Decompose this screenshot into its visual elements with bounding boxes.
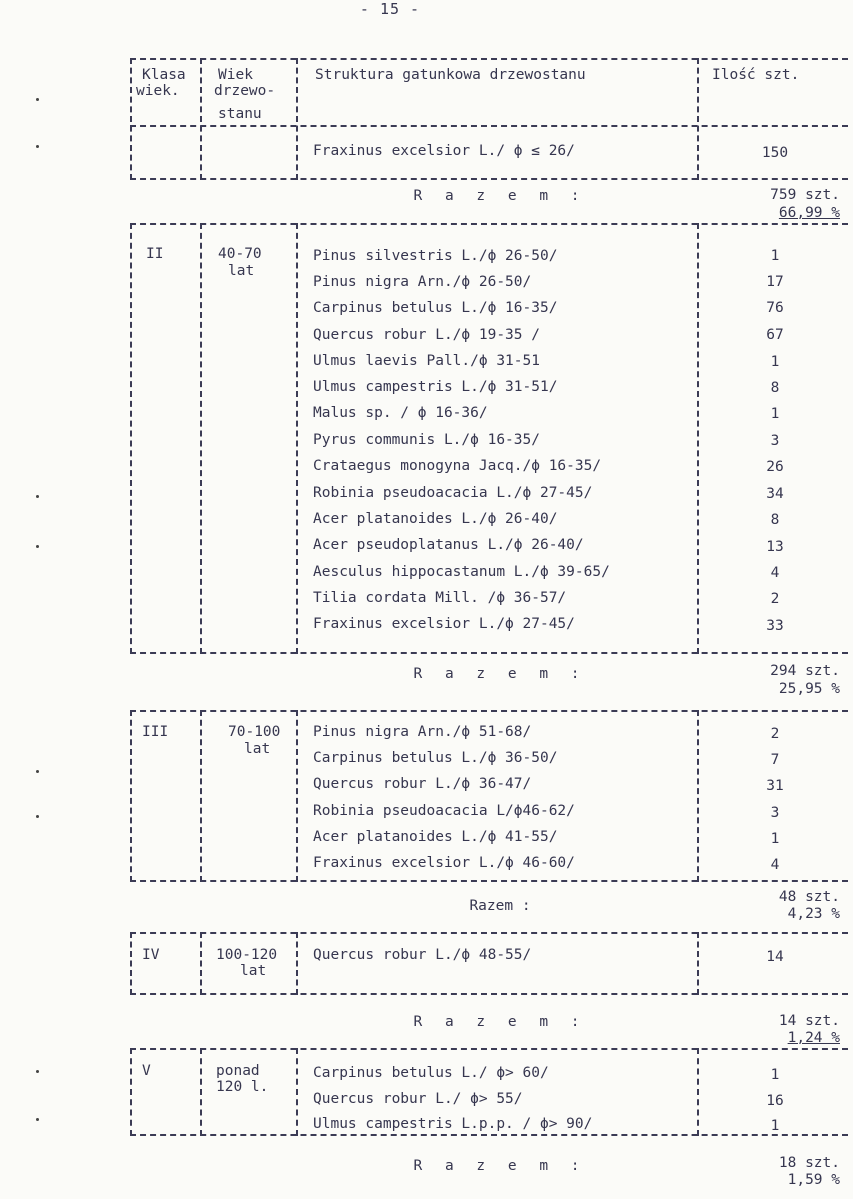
rule — [200, 710, 202, 882]
rule — [130, 880, 848, 882]
count-cell: 7 — [770, 752, 780, 768]
header-class-2: wiek. — [136, 83, 180, 99]
margin-dot — [36, 495, 39, 498]
count-cell: 67 — [766, 327, 784, 343]
count-cell: 8 — [770, 512, 780, 528]
rule — [130, 1048, 132, 1136]
sum-label: R a z e m : — [413, 1014, 587, 1030]
page-number: - 15 - — [359, 0, 421, 18]
species-row: Acer platanoides L./ϕ 41-55/ — [313, 829, 558, 845]
count-cell: 3 — [770, 805, 780, 821]
rule — [130, 58, 132, 180]
rule — [130, 178, 848, 180]
header-species: Struktura gatunkowa drzewostanu — [315, 67, 586, 83]
count-cell: 1 — [770, 406, 780, 422]
species-row: Ulmus laevis Pall./ϕ 31-51 — [313, 353, 540, 369]
header-class-1: Klasa — [142, 67, 186, 83]
age-unit: lat — [240, 963, 267, 979]
count-cell: 2 — [770, 726, 780, 742]
header-count: Ilość szt. — [712, 67, 800, 83]
rule — [130, 932, 132, 995]
rule — [296, 1048, 298, 1136]
species-row: Aesculus hippocastanum L./ϕ 39-65/ — [313, 564, 610, 580]
count-cell: 8 — [770, 380, 780, 396]
age-unit: lat — [228, 263, 255, 279]
rule — [130, 652, 848, 654]
sum-label: Razem : — [469, 898, 531, 914]
class-label: III — [142, 724, 169, 740]
sum-label: R a z e m : — [413, 666, 587, 682]
rule — [697, 58, 699, 180]
species-row: Quercus robur L./ ϕ> 55/ — [313, 1091, 523, 1107]
margin-dot — [36, 770, 39, 773]
count-cell: 13 — [766, 539, 784, 555]
species-row: Malus sp. / ϕ 16-36/ — [313, 405, 488, 421]
count-cell: 1 — [770, 1118, 780, 1134]
age-unit: lat — [244, 741, 271, 757]
class-label: II — [146, 246, 164, 262]
total-count: 14 szt. — [778, 1013, 840, 1029]
species-row: Pinus nigra Arn./ϕ 51-68/ — [313, 724, 532, 740]
count-cell: 1 — [770, 831, 780, 847]
species-row: Carpinus betulus L./ϕ 36-50/ — [313, 750, 558, 766]
species-row: Robinia pseudoacacia L./ϕ 27-45/ — [313, 485, 593, 501]
rule — [200, 223, 202, 654]
age-label: ponad — [216, 1063, 260, 1079]
rule — [130, 710, 848, 712]
total-percent: 25,95 % — [778, 681, 840, 697]
rule — [200, 58, 202, 180]
species-row: Quercus robur L./ϕ 19-35 / — [313, 327, 540, 343]
count-cell: 4 — [770, 565, 780, 581]
rule — [200, 1048, 202, 1136]
species-row: Acer pseudoplatanus L./ϕ 26-40/ — [313, 537, 584, 553]
species-row: Crataegus monogyna Jacq./ϕ 16-35/ — [313, 458, 602, 474]
count-cell: 1 — [770, 354, 780, 370]
total-percent: 1,24 % — [787, 1030, 840, 1046]
species-row: Quercus robur L./ϕ 48-55/ — [313, 947, 532, 963]
margin-dot — [36, 815, 39, 818]
rule — [200, 932, 202, 995]
rule — [130, 993, 848, 995]
total-percent: 66,99 % — [778, 205, 840, 221]
top-row-species: Fraxinus excelsior L./ ϕ ≤ 26/ — [313, 143, 575, 159]
class-label: V — [142, 1063, 151, 1079]
rule — [697, 932, 699, 995]
rule — [296, 58, 298, 180]
count-cell: 14 — [766, 949, 784, 965]
margin-dot — [36, 98, 39, 101]
count-cell: 34 — [766, 486, 784, 502]
species-row: Robinia pseudoacacia L/ϕ46-62/ — [313, 803, 575, 819]
rule — [130, 710, 132, 882]
rule — [130, 125, 848, 127]
count-cell: 31 — [766, 778, 784, 794]
species-row: Ulmus campestris L.p.p. / ϕ> 90/ — [313, 1116, 593, 1132]
count-cell: 17 — [766, 274, 784, 290]
species-row: Pinus nigra Arn./ϕ 26-50/ — [313, 274, 532, 290]
top-row-count: 150 — [761, 145, 789, 161]
rule — [130, 223, 848, 225]
rule — [296, 932, 298, 995]
count-cell: 26 — [766, 459, 784, 475]
species-row: Carpinus betulus L./ ϕ> 60/ — [313, 1065, 549, 1081]
total-count: 294 szt. — [770, 663, 840, 679]
rule — [697, 1048, 699, 1136]
header-age-1: Wiek — [218, 67, 253, 83]
count-cell: 3 — [770, 433, 780, 449]
sum-label: R a z e m : — [413, 1158, 587, 1174]
age-unit: 120 l. — [216, 1079, 269, 1095]
count-cell: 1 — [770, 248, 780, 264]
header-age-2: drzewo- — [214, 83, 276, 99]
total-percent: 4,23 % — [787, 906, 840, 922]
margin-dot — [36, 545, 39, 548]
species-row: Ulmus campestris L./ϕ 31-51/ — [313, 379, 558, 395]
species-row: Fraxinus excelsior L./ϕ 46-60/ — [313, 855, 575, 871]
count-cell: 2 — [770, 591, 780, 607]
species-row: Fraxinus excelsior L./ϕ 27-45/ — [313, 616, 575, 632]
age-label: 100-120 — [216, 947, 278, 963]
count-cell: 1 — [770, 1067, 780, 1083]
species-row: Carpinus betulus L./ϕ 16-35/ — [313, 300, 558, 316]
rule — [130, 58, 848, 60]
total-count: 759 szt. — [770, 187, 840, 203]
species-row: Pyrus communis L./ϕ 16-35/ — [313, 432, 540, 448]
rule — [697, 710, 699, 882]
sum-label: R a z e m : — [413, 188, 587, 204]
rule — [130, 1134, 848, 1136]
margin-dot — [36, 1070, 39, 1073]
rule — [130, 223, 132, 654]
age-label: 40-70 — [218, 246, 262, 262]
rule — [296, 223, 298, 654]
total-count: 18 szt. — [778, 1155, 840, 1171]
age-label: 70-100 — [228, 724, 281, 740]
count-cell: 4 — [770, 857, 780, 873]
header-age-3: stanu — [218, 106, 262, 122]
species-row: Tilia cordata Mill. /ϕ 36-57/ — [313, 590, 567, 606]
total-percent: 1,59 % — [787, 1172, 840, 1188]
margin-dot — [36, 145, 39, 148]
count-cell: 16 — [766, 1093, 784, 1109]
margin-dot — [36, 1118, 39, 1121]
total-count: 48 szt. — [778, 889, 840, 905]
rule — [130, 1048, 848, 1050]
species-row: Acer platanoides L./ϕ 26-40/ — [313, 511, 558, 527]
rule — [130, 932, 848, 934]
count-cell: 33 — [766, 618, 784, 634]
species-row: Pinus silvestris L./ϕ 26-50/ — [313, 248, 558, 264]
species-row: Quercus robur L./ϕ 36-47/ — [313, 776, 532, 792]
rule — [697, 223, 699, 654]
count-cell: 76 — [766, 300, 784, 316]
class-label: IV — [142, 947, 160, 963]
rule — [296, 710, 298, 882]
